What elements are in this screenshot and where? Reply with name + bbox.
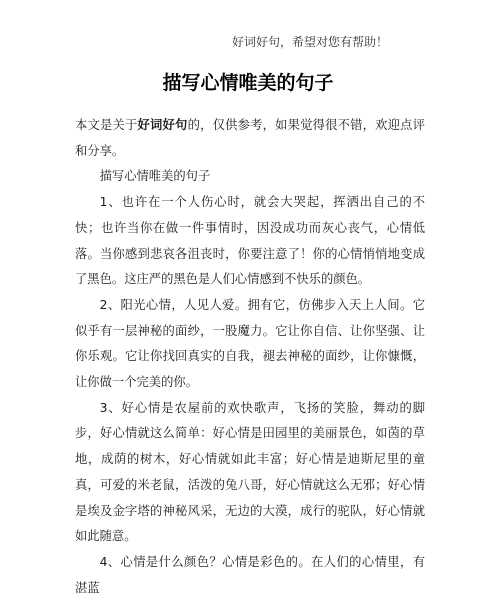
page-title: 描写心情唯美的句子 — [162, 72, 334, 94]
paragraph-4: 4、心情是什么颜色？心情是彩色的。在人们的心情里，有湛蓝 — [75, 554, 425, 595]
intro-suffix: 的，仅供参考，如果觉得很不错，欢迎点评和分享。 — [75, 118, 425, 158]
intro-paragraph — [75, 113, 425, 164]
header-note: 好词好句，希望对您有帮助！ — [232, 35, 389, 49]
article-subtitle: 描写心情唯美的句子 — [99, 169, 211, 184]
paragraph-3: 3、好心情是农屋前的欢快歌声，飞扬的笑脸，舞动的脚步，好心情就这么简单：好心情是田园里的美丽景色，如茵的草地，成荫的树木，好心情就如此丰富；好心情是迪斯尼里的童真，可爱的米老鼠，活泼的兔八哥，好心情就这么无邪；好心情是埃及金字塔的神秘风采，无边的大漠，成行的驼队，好心情就如此随意。 — [75, 400, 425, 544]
intro-keyword: 好词好句 — [137, 118, 188, 132]
article-body — [75, 113, 425, 601]
paragraph-1: 1、也许在一个人伤心时，就会大哭起，挥洒出自己的不快；也许当你在做一件事情时，因没成功而灰心丧气，心情低落。当你感到悲哀各沮丧时，你要注意了！你的心情悄悄地变成了黑色。这庄严的黑色是人们心情感到不快乐的颜色。 — [75, 195, 425, 287]
paragraph-2: 2、阳光心情，人见人爱。拥有它，仿佛步入天上人间。它似乎有一层神秘的面纱，一股魔力。它让你自信、让你坚强、让你乐观。它让你找回真实的自我，褪去神秘的面纱，让你慷慨，让你做一个完美的你。 — [75, 297, 425, 390]
intro-prefix: 本文是关于 — [75, 118, 138, 132]
